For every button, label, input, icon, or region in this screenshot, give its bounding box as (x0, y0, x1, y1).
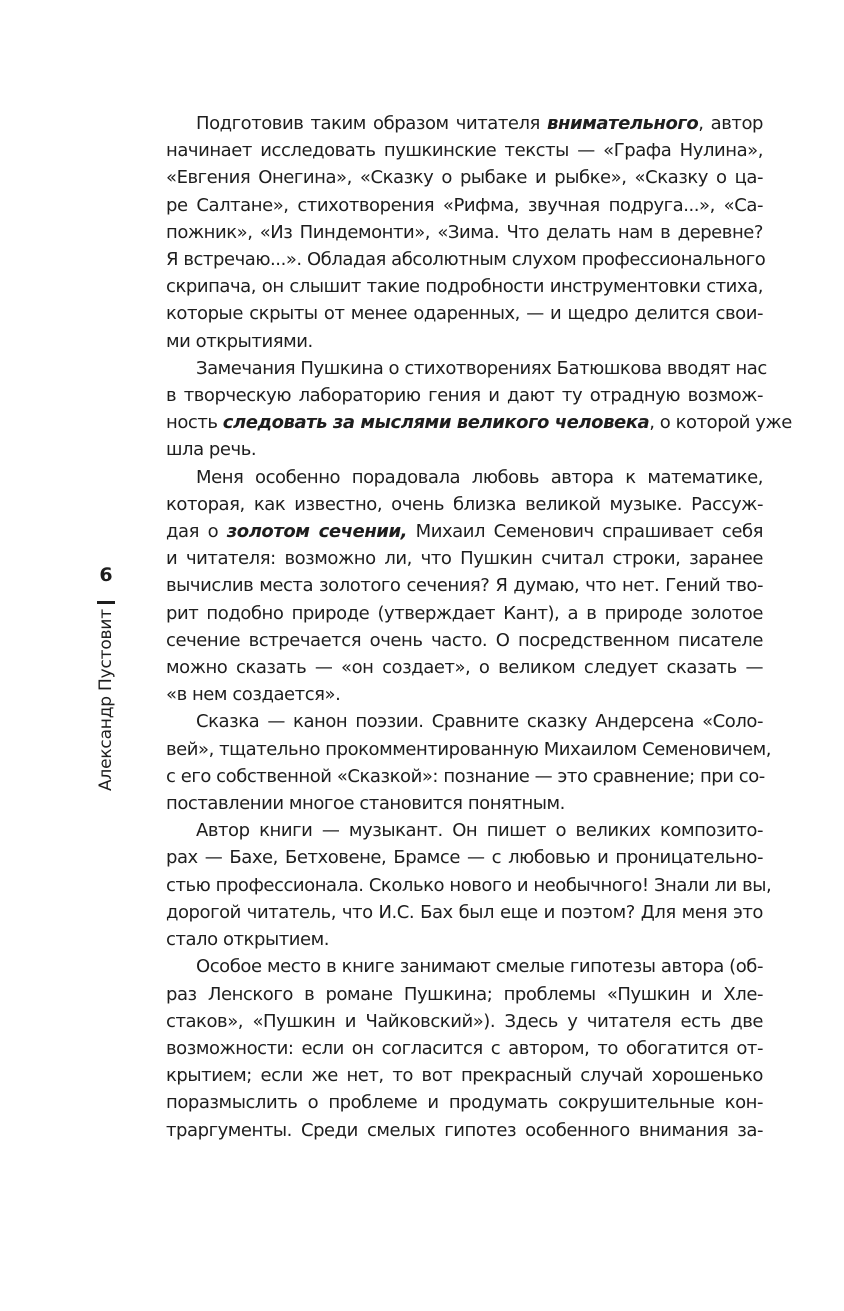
text-line (166, 926, 763, 953)
text-line (166, 627, 763, 654)
text-run: Меня особенно порадовала любовь автора к математике, (196, 466, 763, 488)
paragraph (166, 708, 772, 817)
text-run: Я встречаю...». Обладая абсолютным слухом профессионального (166, 249, 766, 271)
text-run: ность (166, 412, 223, 434)
text-run: Сказка — канон поэзии. Сравните сказку Андерсена «Соло- (196, 711, 763, 733)
text-run: , автор (698, 113, 763, 134)
text-run: ре Салтане», стихотворения «Рифма, звучная подруга...», «Са- (166, 194, 763, 216)
text-run: крытием; если же нет, то вот прекрасный случай хорошенько (166, 1065, 763, 1087)
text-line (166, 1035, 763, 1062)
text-run: сечение встречается очень часто. О посредственном писателе (166, 629, 763, 651)
text-line (166, 953, 763, 980)
text-line (166, 572, 763, 599)
paragraph (166, 464, 763, 709)
text-run: пожник», «Из Пиндемонти», «Зима. Что делать нам в деревне? (166, 221, 763, 243)
running-head-author: Александр Пустовит (96, 609, 116, 791)
text-line (166, 1008, 763, 1035)
text-line (166, 192, 763, 219)
margin-rule (97, 601, 115, 604)
text-line (166, 708, 763, 735)
text-line (166, 219, 763, 246)
text-run: Михаил Семенович спрашивает себя (407, 521, 763, 543)
text-line (166, 409, 792, 436)
text-line (166, 736, 772, 763)
text-run: можно сказать — «он создает», о великом следует сказать — (166, 657, 763, 679)
text-run: возможности: если он согласится с автором, то обогатится от- (166, 1037, 763, 1059)
emphasized-text: золотом сечении, (226, 521, 408, 543)
text-line (166, 1117, 763, 1144)
text-line (166, 436, 763, 463)
text-line (166, 328, 763, 355)
text-line (166, 817, 763, 844)
text-run: и читателя: возможно ли, что Пушкин считал строки, заранее (166, 548, 763, 570)
text-run: «Евгения Онегина», «Сказку о рыбаке и рыбке», «Сказку о ца- (166, 167, 763, 189)
paragraph (166, 953, 763, 1143)
text-run: «в нем создается». (166, 684, 341, 706)
text-run: Автор книги — музыкант. Он пишет о великих композито- (196, 820, 763, 842)
text-line (166, 355, 767, 382)
text-run: дорогой читатель, что И.С. Бах был еще и поэтом? Для меня это (166, 901, 763, 923)
text-run: скрипача, он слышит такие подробности инструментовки стиха, (166, 276, 763, 298)
text-run: Особое место в книге занимают смелые гипотезы автора (об- (196, 956, 763, 978)
text-line (166, 273, 763, 300)
text-run: дая о (166, 521, 227, 543)
text-run: которые скрыты от менее одаренных, — и щедро делится свои- (166, 303, 763, 325)
text-line (166, 1089, 763, 1116)
text-line (166, 464, 763, 491)
text-run: рах — Бахе, Бетховене, Брамсе — с любовью и проницательно- (166, 847, 763, 869)
text-line (166, 981, 763, 1008)
text-line (166, 872, 772, 899)
text-line (166, 491, 763, 518)
text-run: поставлении многое становится понятным. (166, 793, 565, 815)
text-run: Замечания Пушкина о стихотворениях Батюшкова вводят нас (196, 357, 767, 379)
text-run: стью профессионала. Сколько нового и необычного! Знали ли вы, (166, 874, 772, 896)
paragraph (166, 817, 772, 953)
text-line (166, 790, 763, 817)
text-run: ми открытиями. (166, 330, 313, 352)
page-number: 6 (99, 564, 113, 586)
paragraph (166, 355, 792, 464)
text-run: которая, как известно, очень близка великой музыке. Рассуж- (166, 493, 763, 515)
text-line (166, 600, 763, 627)
text-run: Подготовив таким образом читателя (196, 113, 548, 134)
text-run: траргументы. Среди смелых гипотез особенного внимания за- (166, 1119, 763, 1141)
text-line (166, 844, 763, 871)
text-line (166, 518, 763, 545)
text-line (166, 763, 763, 790)
text-run: начинает исследовать пушкинские тексты — «Графа Нулина», (166, 140, 763, 162)
text-line (166, 654, 763, 681)
text-run: в творческую лабораторию гения и дают ту отрадную возмож- (166, 385, 763, 407)
text-line (166, 1062, 763, 1089)
emphasized-text: внимательного (547, 113, 699, 134)
text-run: шла речь. (166, 439, 257, 461)
text-run: с его собственной «Сказкой»: познание — это сравнение; при со- (166, 765, 765, 787)
text-line (166, 899, 763, 926)
paragraph (166, 110, 766, 355)
text-run: раз Ленского в романе Пушкина; проблемы «Пушкин и Хле- (166, 983, 763, 1005)
text-run: вей», тщательно прокомментированную Михаилом Семеновичем, (166, 738, 772, 760)
text-line (166, 246, 766, 273)
text-run: стало открытием. (166, 929, 330, 951)
text-run: поразмыслить о проблеме и продумать сокрушительные кон- (166, 1092, 763, 1114)
text-run: вычислив места золотого сечения? Я думаю, что нет. Гений тво- (166, 575, 763, 597)
text-run: стаков», «Пушкин и Чайковский»). Здесь у читателя есть две (166, 1010, 763, 1032)
text-line (166, 300, 763, 327)
text-line (166, 137, 763, 164)
text-line (166, 545, 763, 572)
text-line (166, 110, 763, 137)
text-line (166, 681, 763, 708)
text-line (166, 164, 763, 191)
text-run: , о которой уже (649, 412, 792, 434)
text-run: рит подобно природе (утверждает Кант), а в природе золотое (166, 602, 763, 624)
text-line (166, 382, 763, 409)
page-margin (90, 563, 122, 803)
body-text (166, 110, 792, 1144)
emphasized-text: следовать за мыслями великого человека (222, 412, 650, 434)
